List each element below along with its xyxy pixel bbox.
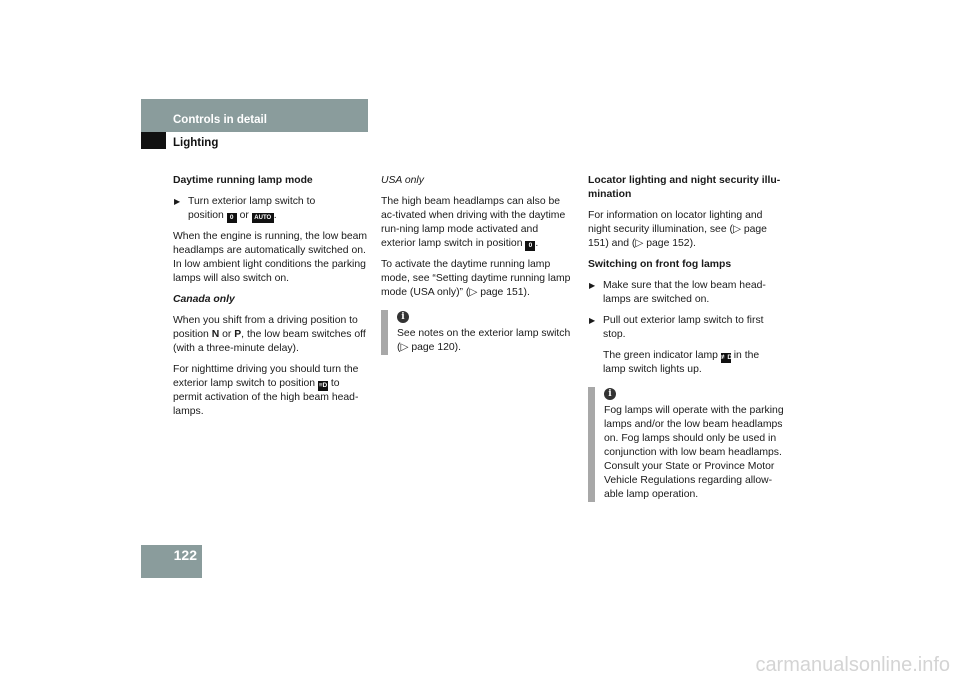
step-low-beam-on: ▶ Make sure that the low beam head-lamps are switched on. [589,280,766,305]
step-turn-switch: ▶ Turn exterior lamp switch to position 0 or AUTO . [174,196,316,221]
note-rule [588,387,595,502]
switch-zero-icon: 0 [525,241,535,251]
heading-fog-lamps: Switching on front fog lamps [588,259,732,270]
info-icon: i [604,388,616,400]
paragraph-activate-daytime: To activate the daytime running lamp mode, see “Setting daytime running lamp mode (USA only)” (▷ page 151). [381,259,571,298]
paragraph-locator-info: For information on locator lighting and night security illumination, see (▷ page 151) and (▷ page 152). [588,210,767,249]
switch-zero-icon: 0 [227,213,237,223]
column-3 [588,174,784,509]
paragraph-indicator: The green indicator lamp ≢D in the lamp switch lights up. [603,350,760,375]
info-icon: i [397,311,409,323]
column-1 [173,174,369,426]
page-number-box [141,545,202,578]
paragraph-engine-running: When the engine is running, the low beam headlamps are automatically switched on. In low ambient light conditions the parking lamps will also switch on. [173,231,368,284]
info-note [381,310,574,355]
paragraph-shift: When you shift from a driving position to position N or P, the low beam switches off (with a three-minute delay). [173,315,366,354]
switch-auto-icon: AUTO [252,213,274,223]
usa-only-label: USA only [381,175,424,186]
page-number: 122 [173,547,197,563]
watermark: carmanualsonline.info [755,654,950,676]
paragraph-nighttime: For nighttime driving you should turn the exterior lamp switch to position ≡D to permit activation of the high beam head-lamps. [173,364,359,417]
note-rule [381,310,388,355]
paragraph-high-beam: The high beam headlamps can also be ac-tivated when driving with the daytime run-ning lamp mode activated and exterior lamp switch in position 0 . [381,196,566,249]
subsection-title: Lighting [173,137,219,149]
canada-only-label: Canada only [173,294,235,305]
header-marker [141,132,166,149]
info-note [588,387,784,502]
bullet-arrow-icon: ▶ [589,316,596,325]
step-pull-switch: ▶ Pull out exterior lamp switch to first stop. [589,315,764,340]
low-beam-icon: ≡D [318,382,328,389]
note-text: Fog lamps will operate with the parking lamps and/or the low beam headlamps on. Fog lamps should only be used in conjunction with low beam headlamps. Consult your State or Province Motor Vehicle Regulations regarding allow-able lamp operation. [604,405,784,500]
heading-daytime-running: Daytime running lamp mode [173,175,313,186]
section-title: Controls in detail [173,114,267,126]
column-2 [381,174,574,362]
note-text: See notes on the exterior lamp switch (▷ page 120). [397,328,571,353]
heading-locator-lighting: Locator lighting and night security illu-mination [588,175,781,200]
bullet-arrow-icon: ▶ [174,197,181,206]
bullet-arrow-icon: ▶ [589,281,596,290]
fog-lamp-icon: ≢D [720,354,733,361]
